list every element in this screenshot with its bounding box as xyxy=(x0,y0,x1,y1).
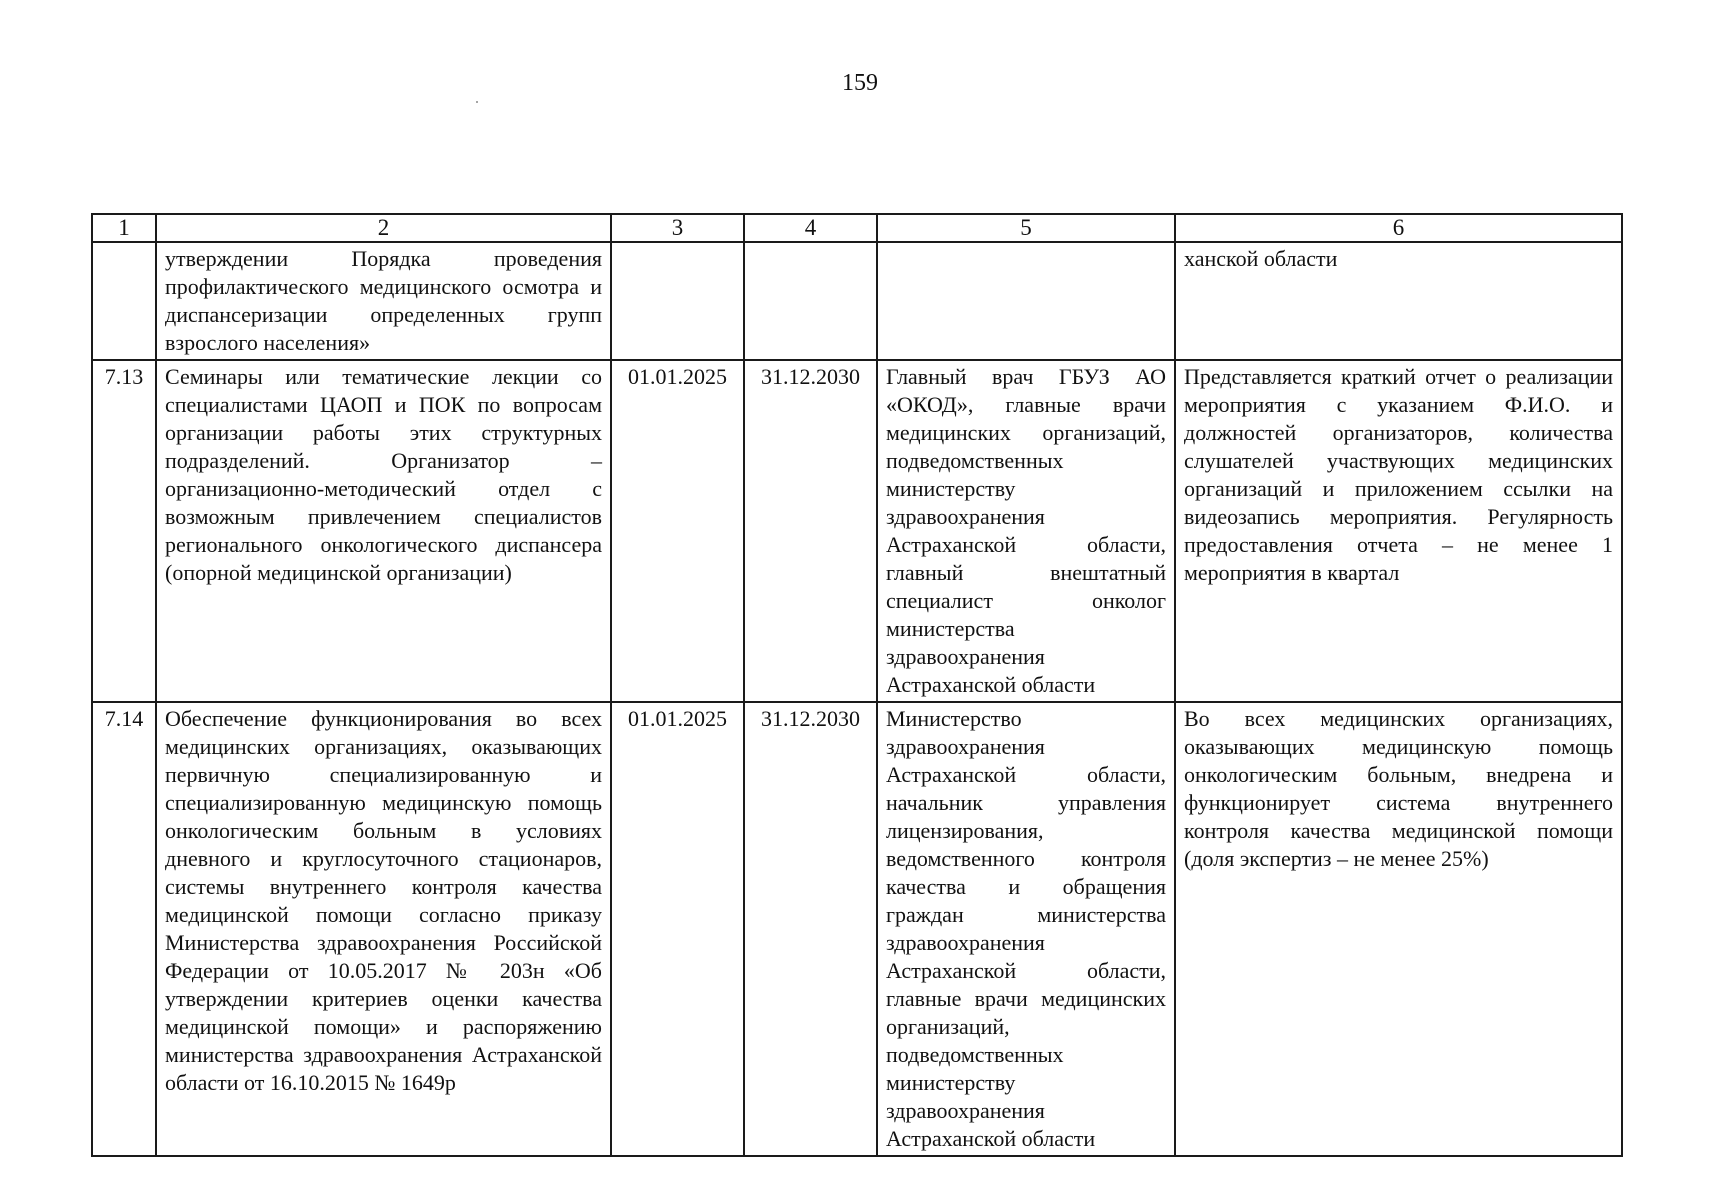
expected-result: Представляется краткий отчет о реализации мероприятия с указанием Ф.И.О. и должностей организаторов, количества слушателей участвующих медицинских организаций и приложением ссылки на видеозапись мероприятия. Регулярность предоставления отчета – не менее 1 мероприятия в квартал xyxy=(1175,360,1622,702)
row-number: 7.14 xyxy=(92,702,156,1156)
expected-result: Во всех медицинских организациях, оказывающих медицинскую помощь онкологическим больным, внедрена и функционирует система внутреннего контроля качества медицинской помощи (доля экспертиз – не менее 25%) xyxy=(1175,702,1622,1156)
column-header-6: 6 xyxy=(1175,214,1622,242)
measure-description: утверждении Порядка проведения профилактического медицинского осмотра и диспансеризации определенных групп взрослого населения» xyxy=(156,242,611,360)
page-number: 159 xyxy=(842,70,878,96)
start-date: 01.01.2025 xyxy=(611,702,744,1156)
row-number: 7.13 xyxy=(92,360,156,702)
end-date xyxy=(744,242,877,360)
column-header-3: 3 xyxy=(611,214,744,242)
table-row xyxy=(92,702,1622,1156)
end-date: 31.12.2030 xyxy=(744,360,877,702)
measure-description: Семинары или тематические лекции со специалистами ЦАОП и ПОК по вопросам организации работы этих структурных подразделений. Организатор – организационно-методический отдел с возможным привлечением специалистов регионального онкологического диспансера (опорной медицинской организации) xyxy=(156,360,611,702)
responsible-executors: Главный врач ГБУЗ АО «ОКОД», главные врачи медицинских организаций, подведомственных министерству здравоохранения Астраханской области, главный внештатный специалист онколог министерства здравоохранения Астраханской области xyxy=(877,360,1175,702)
row-number xyxy=(92,242,156,360)
column-header-2: 2 xyxy=(156,214,611,242)
table-header-row xyxy=(92,214,1622,242)
responsible-executors: Министерство здравоохранения Астраханской области, начальник управления лицензирования, ведомственного контроля качества и обращения граждан министерства здравоохранения Астраханской области, главные врачи медицинских организаций, подведомственных министерству здравоохранения Астраханской области xyxy=(877,702,1175,1156)
start-date: 01.01.2025 xyxy=(611,360,744,702)
table-row xyxy=(92,242,1622,360)
table-row xyxy=(92,360,1622,702)
measure-description: Обеспечение функционирования во всех медицинских организациях, оказывающих первичную специализированную и специализированную медицинскую помощь онкологическим больным в условиях дневного и круглосуточного стационаров, системы внутреннего контроля качества медицинской помощи согласно приказу Министерства здравоохранения Российской Федерации от 10.05.2017 № 203н «Об утверждении критериев оценки качества медицинской помощи» и распоряжению министерства здравоохранения Астраханской области от 16.10.2015 № 1649р xyxy=(156,702,611,1156)
responsible-executors xyxy=(877,242,1175,360)
end-date: 31.12.2030 xyxy=(744,702,877,1156)
expected-result: ханской области xyxy=(1175,242,1622,360)
scan-speck xyxy=(476,101,478,103)
column-header-4: 4 xyxy=(744,214,877,242)
column-header-1: 1 xyxy=(92,214,156,242)
start-date xyxy=(611,242,744,360)
measures-table xyxy=(91,213,1623,1157)
column-header-5: 5 xyxy=(877,214,1175,242)
